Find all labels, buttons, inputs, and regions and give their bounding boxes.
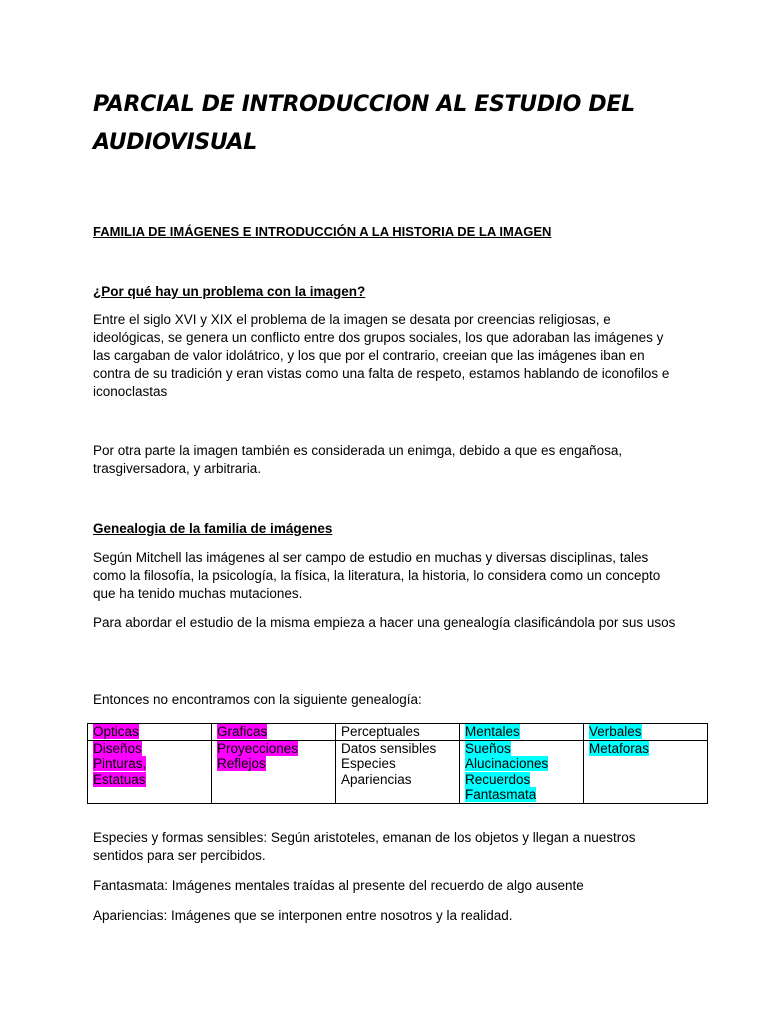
cell-graficas-items <box>212 740 336 803</box>
paragraph-problem: Entre el siglo XVI y XIX el problema de la imagen se desata por creencias religiosas, e ideológicas, se genera un conflicto entre dos grupos sociales, los que adoraban las imágenes y las cargaban de valor idolátrico, y los que por el contrario, creeian que las imágenes iban en contra de su tradición y eran vistas como una falta de respeto, estamos hablando de iconofilos e iconoclastas <box>93 312 670 399</box>
paragraph-enigma: Por otra parte la imagen también es considerada un enimga, debido a que es engañosa, trasgiversadora, y arbitraria. <box>93 443 623 476</box>
table-item: Reflejos <box>217 756 266 771</box>
header-cell-mentales <box>460 724 584 741</box>
table-item: Proyecciones <box>217 740 299 756</box>
question-heading: ¿Por qué hay un problema con la imagen? <box>93 284 366 299</box>
paragraph-approach: Para abordar el estudio de la misma empieza a hacer una genealogía clasificándola por sus usos <box>93 615 676 630</box>
table-item: Alucinaciones <box>465 756 549 771</box>
header-opticas: Opticas <box>93 724 139 739</box>
definition-fantasmata: Fantasmata: Imágenes mentales traídas al presente del recuerdo de algo ausente <box>93 878 584 893</box>
header-cell-graficas <box>212 724 336 741</box>
section-heading: FAMILIA DE IMÁGENES E INTRODUCCIÓN A LA HISTORIA DE LA IMAGEN <box>93 224 552 239</box>
header-mentales: Mentales <box>465 724 520 739</box>
definition-especies: Especies y formas sensibles: Según aristoteles, emanan de los objetos y llegan a nuestros sentidos para ser percibidos. <box>93 830 636 863</box>
cell-verbales-items <box>584 740 708 803</box>
cell-opticas-items <box>88 740 212 803</box>
table-item: Especies <box>341 756 396 771</box>
genealogy-table <box>87 723 708 804</box>
table-item: Metaforas <box>589 740 650 756</box>
definition-apariencias: Apariencias: Imágenes que se interponen entre nosotros y la realidad. <box>93 908 513 923</box>
table-item: Pinturas, <box>93 756 147 771</box>
header-perceptuales: Perceptuales <box>341 724 420 739</box>
table-item: Estatuas <box>93 771 146 787</box>
table-item: Datos sensibles <box>341 740 437 756</box>
table-row <box>88 740 708 803</box>
cell-perceptuales-items <box>336 740 460 803</box>
header-cell-verbales <box>584 724 708 741</box>
genealogy-heading: Genealogia de la familia de imágenes <box>93 521 333 536</box>
document-title: PARCIAL DE INTRODUCCION AL ESTUDIO DEL AUDIOVISUAL <box>93 92 635 155</box>
header-cell-opticas <box>88 724 212 741</box>
paragraph-mitchell: Según Mitchell las imágenes al ser campo de estudio en muchas y diversas disciplinas, tales como la filosofía, la psicología, la física, la literatura, la historia, lo considera como un concepto que ha tenido muchas mutaciones. <box>93 550 661 601</box>
table-item: Recuerdos <box>465 771 531 787</box>
header-graficas: Graficas <box>217 724 268 739</box>
table-item: Fantasmata <box>465 787 537 802</box>
paragraph-intro-table: Entonces no encontramos con la siguiente genealogía: <box>93 692 422 707</box>
table-header-row <box>88 724 708 741</box>
table-item: Diseños <box>93 740 142 756</box>
header-verbales: Verbales <box>589 724 642 739</box>
table-item: Apariencias <box>341 771 412 787</box>
table-item: Sueños <box>465 740 511 756</box>
header-cell-perceptuales <box>336 724 460 741</box>
cell-mentales-items <box>460 740 584 803</box>
